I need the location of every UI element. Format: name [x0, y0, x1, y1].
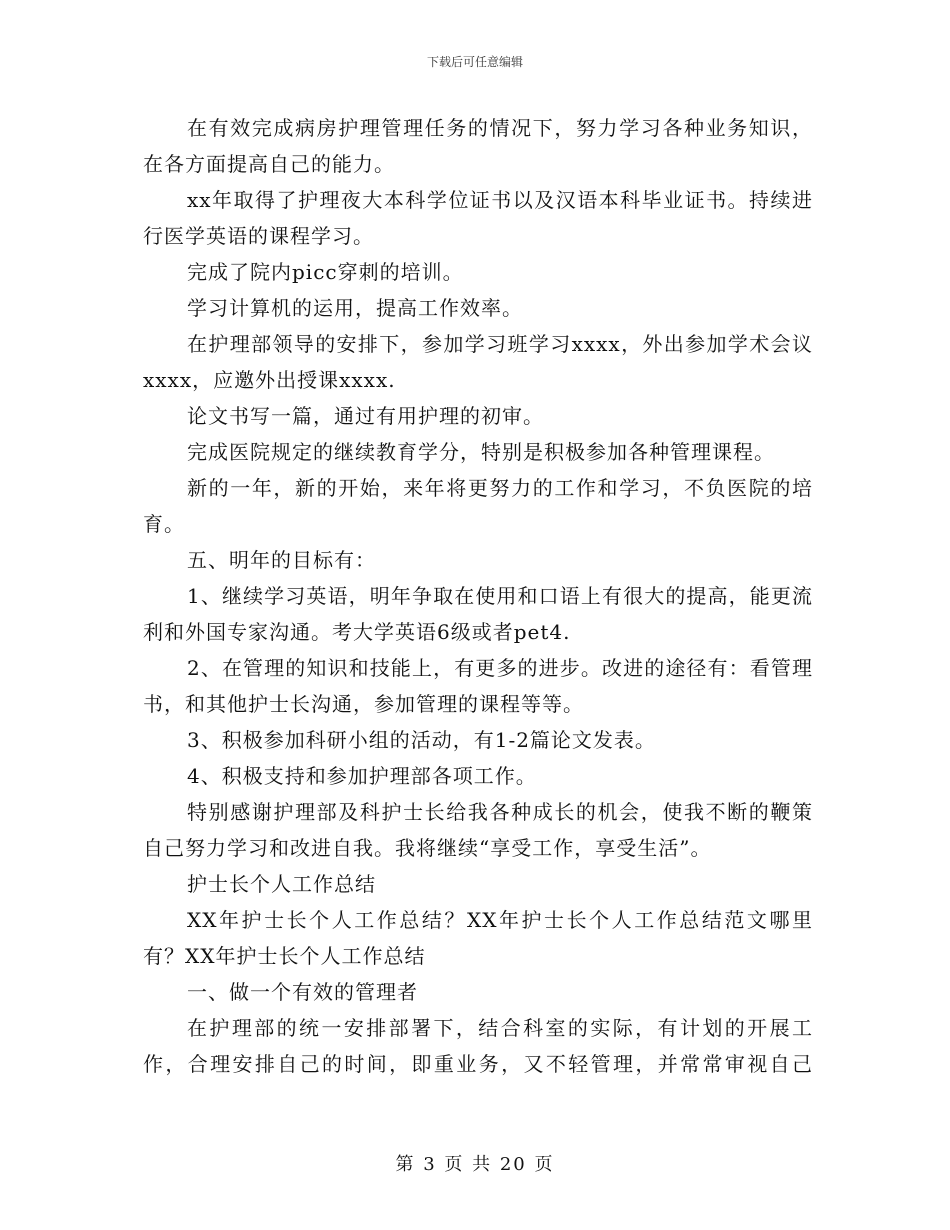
paragraph: XX年护士长个人工作总结？XX年护士长个人工作总结范文哪里有？XX年护士长个人工作总结 [143, 908, 813, 968]
page-header-note: 下载后可任意编辑 [426, 55, 523, 69]
paragraph: 学习计算机的运用，提高工作效率。 [187, 296, 523, 320]
paragraph: 特别感谢护理部及科护士长给我各种成长的机会，使我不断的鞭策自己努力学习和改进自我。我将继续“享受工作，享受生活”。 [143, 800, 813, 860]
list-item: 4、积极支持和参加护理部各项工作。 [187, 764, 537, 788]
paragraph: xx年取得了护理夜大本科学位证书以及汉语本科毕业证书。持续进行医学英语的课程学习。 [143, 188, 813, 248]
list-item: 1、继续学习英语，明年争取在使用和口语上有很大的提高，能更流利和外国专家沟通。考大学英语6级或者pet4. [143, 584, 813, 644]
paragraph: 在护理部领导的安排下，参加学习班学习xxxx，外出参加学术会议xxxx，应邀外出授课xxxx. [143, 332, 813, 392]
list-item: 3、积极参加科研小组的活动，有1-2篇论文发表。 [187, 728, 656, 752]
paragraph: 在有效完成病房护理管理任务的情况下，努力学习各种业务知识，在各方面提高自己的能力。 [143, 116, 813, 176]
page-number: 第 3 页 共 20 页 [395, 1154, 555, 1175]
section-heading: 一、做一个有效的管理者 [187, 980, 418, 1004]
document-body [143, 110, 813, 1082]
document-title: 护士长个人工作总结 [187, 872, 376, 896]
paragraph: 在护理部的统一安排部署下，结合科室的实际，有计划的开展工作，合理安排自己的时间，即重业务，又不轻管理，并常常审视自己 [143, 1016, 813, 1076]
paragraph: 论文书写一篇，通过有用护理的初审。 [187, 404, 544, 428]
section-heading: 五、明年的目标有： [187, 548, 376, 572]
paragraph: 完成了院内picc穿刺的培训。 [187, 260, 464, 284]
paragraph: 新的一年，新的开始，来年将更努力的工作和学习，不负医院的培育。 [143, 476, 813, 536]
paragraph: 完成医院规定的继续教育学分，特别是积极参加各种管理课程。 [187, 440, 775, 464]
list-item: 2、在管理的知识和技能上，有更多的进步。改进的途径有：看管理书，和其他护士长沟通，参加管理的课程等等。 [143, 656, 813, 716]
